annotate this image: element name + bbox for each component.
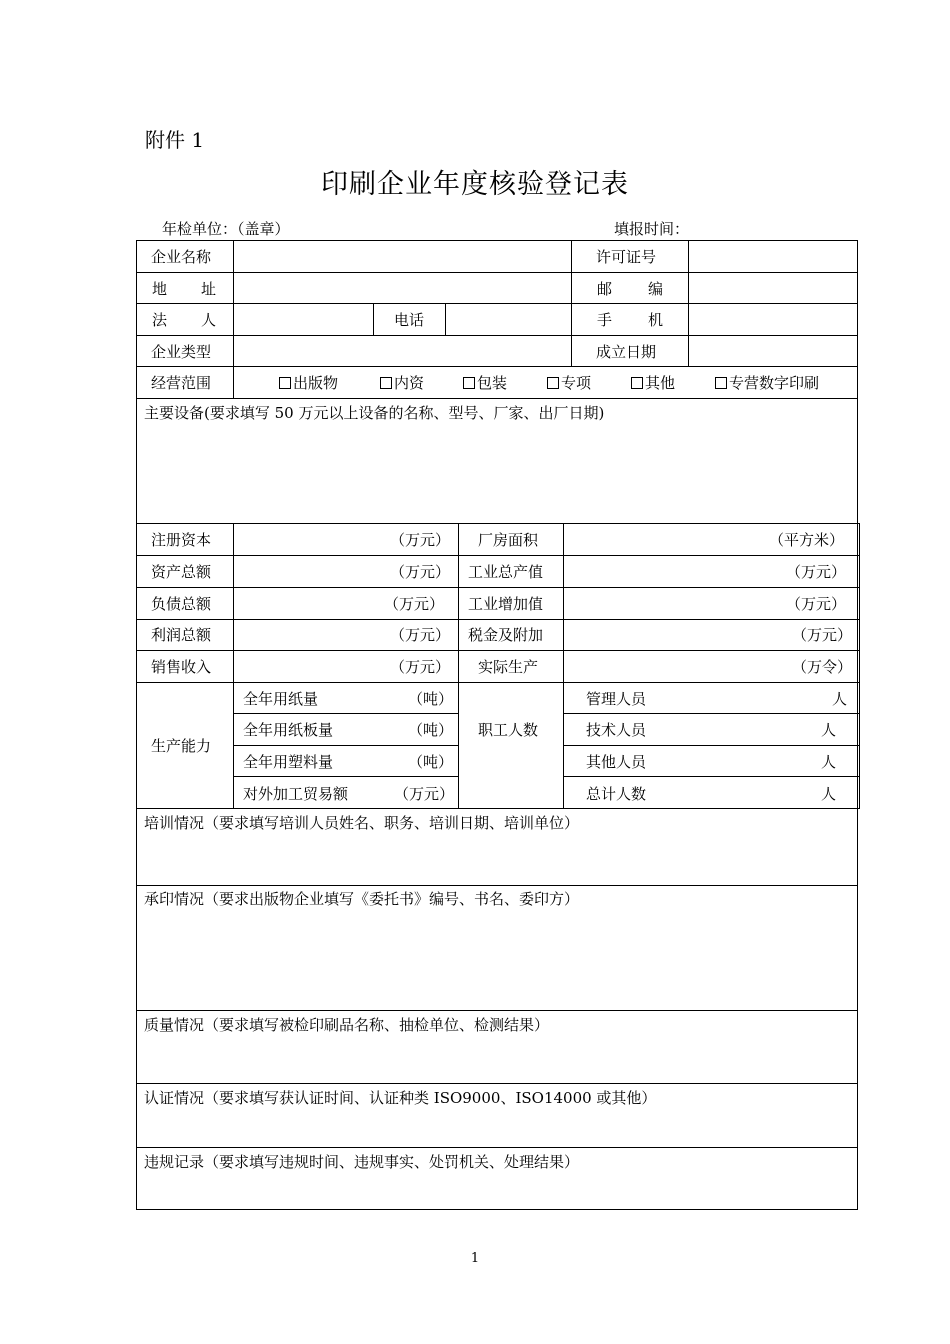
person-unit: 人: [821, 721, 837, 739]
person-unit: 人: [821, 785, 837, 803]
unit-label: （吨）: [408, 753, 454, 771]
unit-label: （万令）: [792, 658, 853, 676]
scope-option-digital[interactable]: 专营数字印刷: [715, 374, 819, 392]
unit-label: （万元）: [384, 595, 445, 613]
person-unit: 人: [821, 753, 837, 771]
sales-revenue-label: 销售收入: [151, 658, 212, 676]
checkbox-icon[interactable]: [463, 377, 475, 389]
management-staff-label: 管理人员: [586, 690, 647, 708]
unit-label: （万元）: [786, 563, 847, 581]
value-added-label: 工业增加值: [468, 595, 544, 613]
unit-label: （万元）: [786, 595, 847, 613]
quality-note: 质量情况（要求填写被检印刷品名称、抽检单位、检测结果）: [144, 1016, 550, 1034]
training-note: 培训情况（要求填写培训人员姓名、职务、培训日期、培训单位）: [144, 814, 580, 832]
unit-label: （平方米）: [769, 531, 845, 549]
address-label: 地 址: [152, 280, 216, 298]
industrial-output-label: 工业总产值: [468, 563, 544, 581]
scope-option-domestic[interactable]: 内资: [380, 374, 424, 392]
scope-option-special[interactable]: 专项: [547, 374, 591, 392]
checkbox-icon[interactable]: [631, 377, 643, 389]
legal-person-label: 法 人: [152, 311, 216, 329]
inspect-unit-label: 年检单位：（盖章）: [162, 220, 290, 238]
taxes-label: 税金及附加: [468, 626, 544, 644]
unit-label: （万元）: [390, 531, 451, 549]
unit-label: （吨）: [408, 690, 454, 708]
unit-label: （万元）: [390, 658, 451, 676]
unit-label: （万元）: [390, 563, 451, 581]
person-unit: 人: [832, 690, 848, 708]
total-liabilities-label: 负债总额: [151, 595, 212, 613]
scope-option-publications[interactable]: 出版物: [279, 374, 338, 392]
unit-label: （万元）: [394, 785, 455, 803]
founded-date-label: 成立日期: [596, 343, 657, 361]
checkbox-icon[interactable]: [547, 377, 559, 389]
postcode-label: 邮 编: [597, 280, 663, 298]
fill-time-label: 填报时间：: [614, 220, 690, 238]
violation-note: 违规记录（要求填写违规时间、违规事实、处罚机关、处理结果）: [144, 1153, 580, 1171]
paper-usage-label: 全年用纸量: [243, 690, 319, 708]
unit-label: （万元）: [390, 626, 451, 644]
checkbox-icon[interactable]: [380, 377, 392, 389]
total-profit-label: 利润总额: [151, 626, 212, 644]
other-staff-label: 其他人员: [586, 753, 647, 771]
technical-staff-label: 技术人员: [586, 721, 647, 739]
printing-note: 承印情况（要求出版物企业填写《委托书》编号、书名、委印方）: [144, 890, 580, 908]
phone-label: 电话: [394, 311, 425, 329]
company-type-label: 企业类型: [151, 343, 212, 361]
plant-area-label: 厂房面积: [478, 531, 539, 549]
attachment-label: 附件 1: [145, 128, 205, 152]
unit-label: （吨）: [408, 721, 454, 739]
checkbox-icon[interactable]: [279, 377, 291, 389]
processing-trade-label: 对外加工贸易额: [243, 785, 349, 803]
staff-count-label: 职工人数: [478, 721, 539, 739]
mobile-label: 手 机: [597, 311, 663, 329]
business-scope-label: 经营范围: [151, 374, 212, 392]
scope-option-other[interactable]: 其他: [631, 374, 675, 392]
total-staff-label: 总计人数: [586, 785, 647, 803]
form-title: 印刷企业年度核验登记表: [321, 169, 629, 200]
certification-note: 认证情况（要求填写获认证时间、认证种类 ISO9000、ISO14000 或其他）: [144, 1089, 657, 1107]
page-number: 1: [470, 1251, 480, 1266]
board-usage-label: 全年用纸板量: [243, 721, 334, 739]
company-name-label: 企业名称: [151, 248, 212, 266]
actual-production-label: 实际生产: [478, 658, 539, 676]
total-assets-label: 资产总额: [151, 563, 212, 581]
scope-option-packaging[interactable]: 包装: [463, 374, 507, 392]
unit-label: （万元）: [792, 626, 853, 644]
checkbox-icon[interactable]: [715, 377, 727, 389]
plastic-usage-label: 全年用塑料量: [243, 753, 334, 771]
registered-capital-label: 注册资本: [151, 531, 212, 549]
equipment-note: 主要设备(要求填写 50 万元以上设备的名称、型号、厂家、出厂日期): [144, 404, 605, 422]
capacity-label: 生产能力: [151, 737, 212, 755]
license-no-label: 许可证号: [596, 248, 657, 266]
